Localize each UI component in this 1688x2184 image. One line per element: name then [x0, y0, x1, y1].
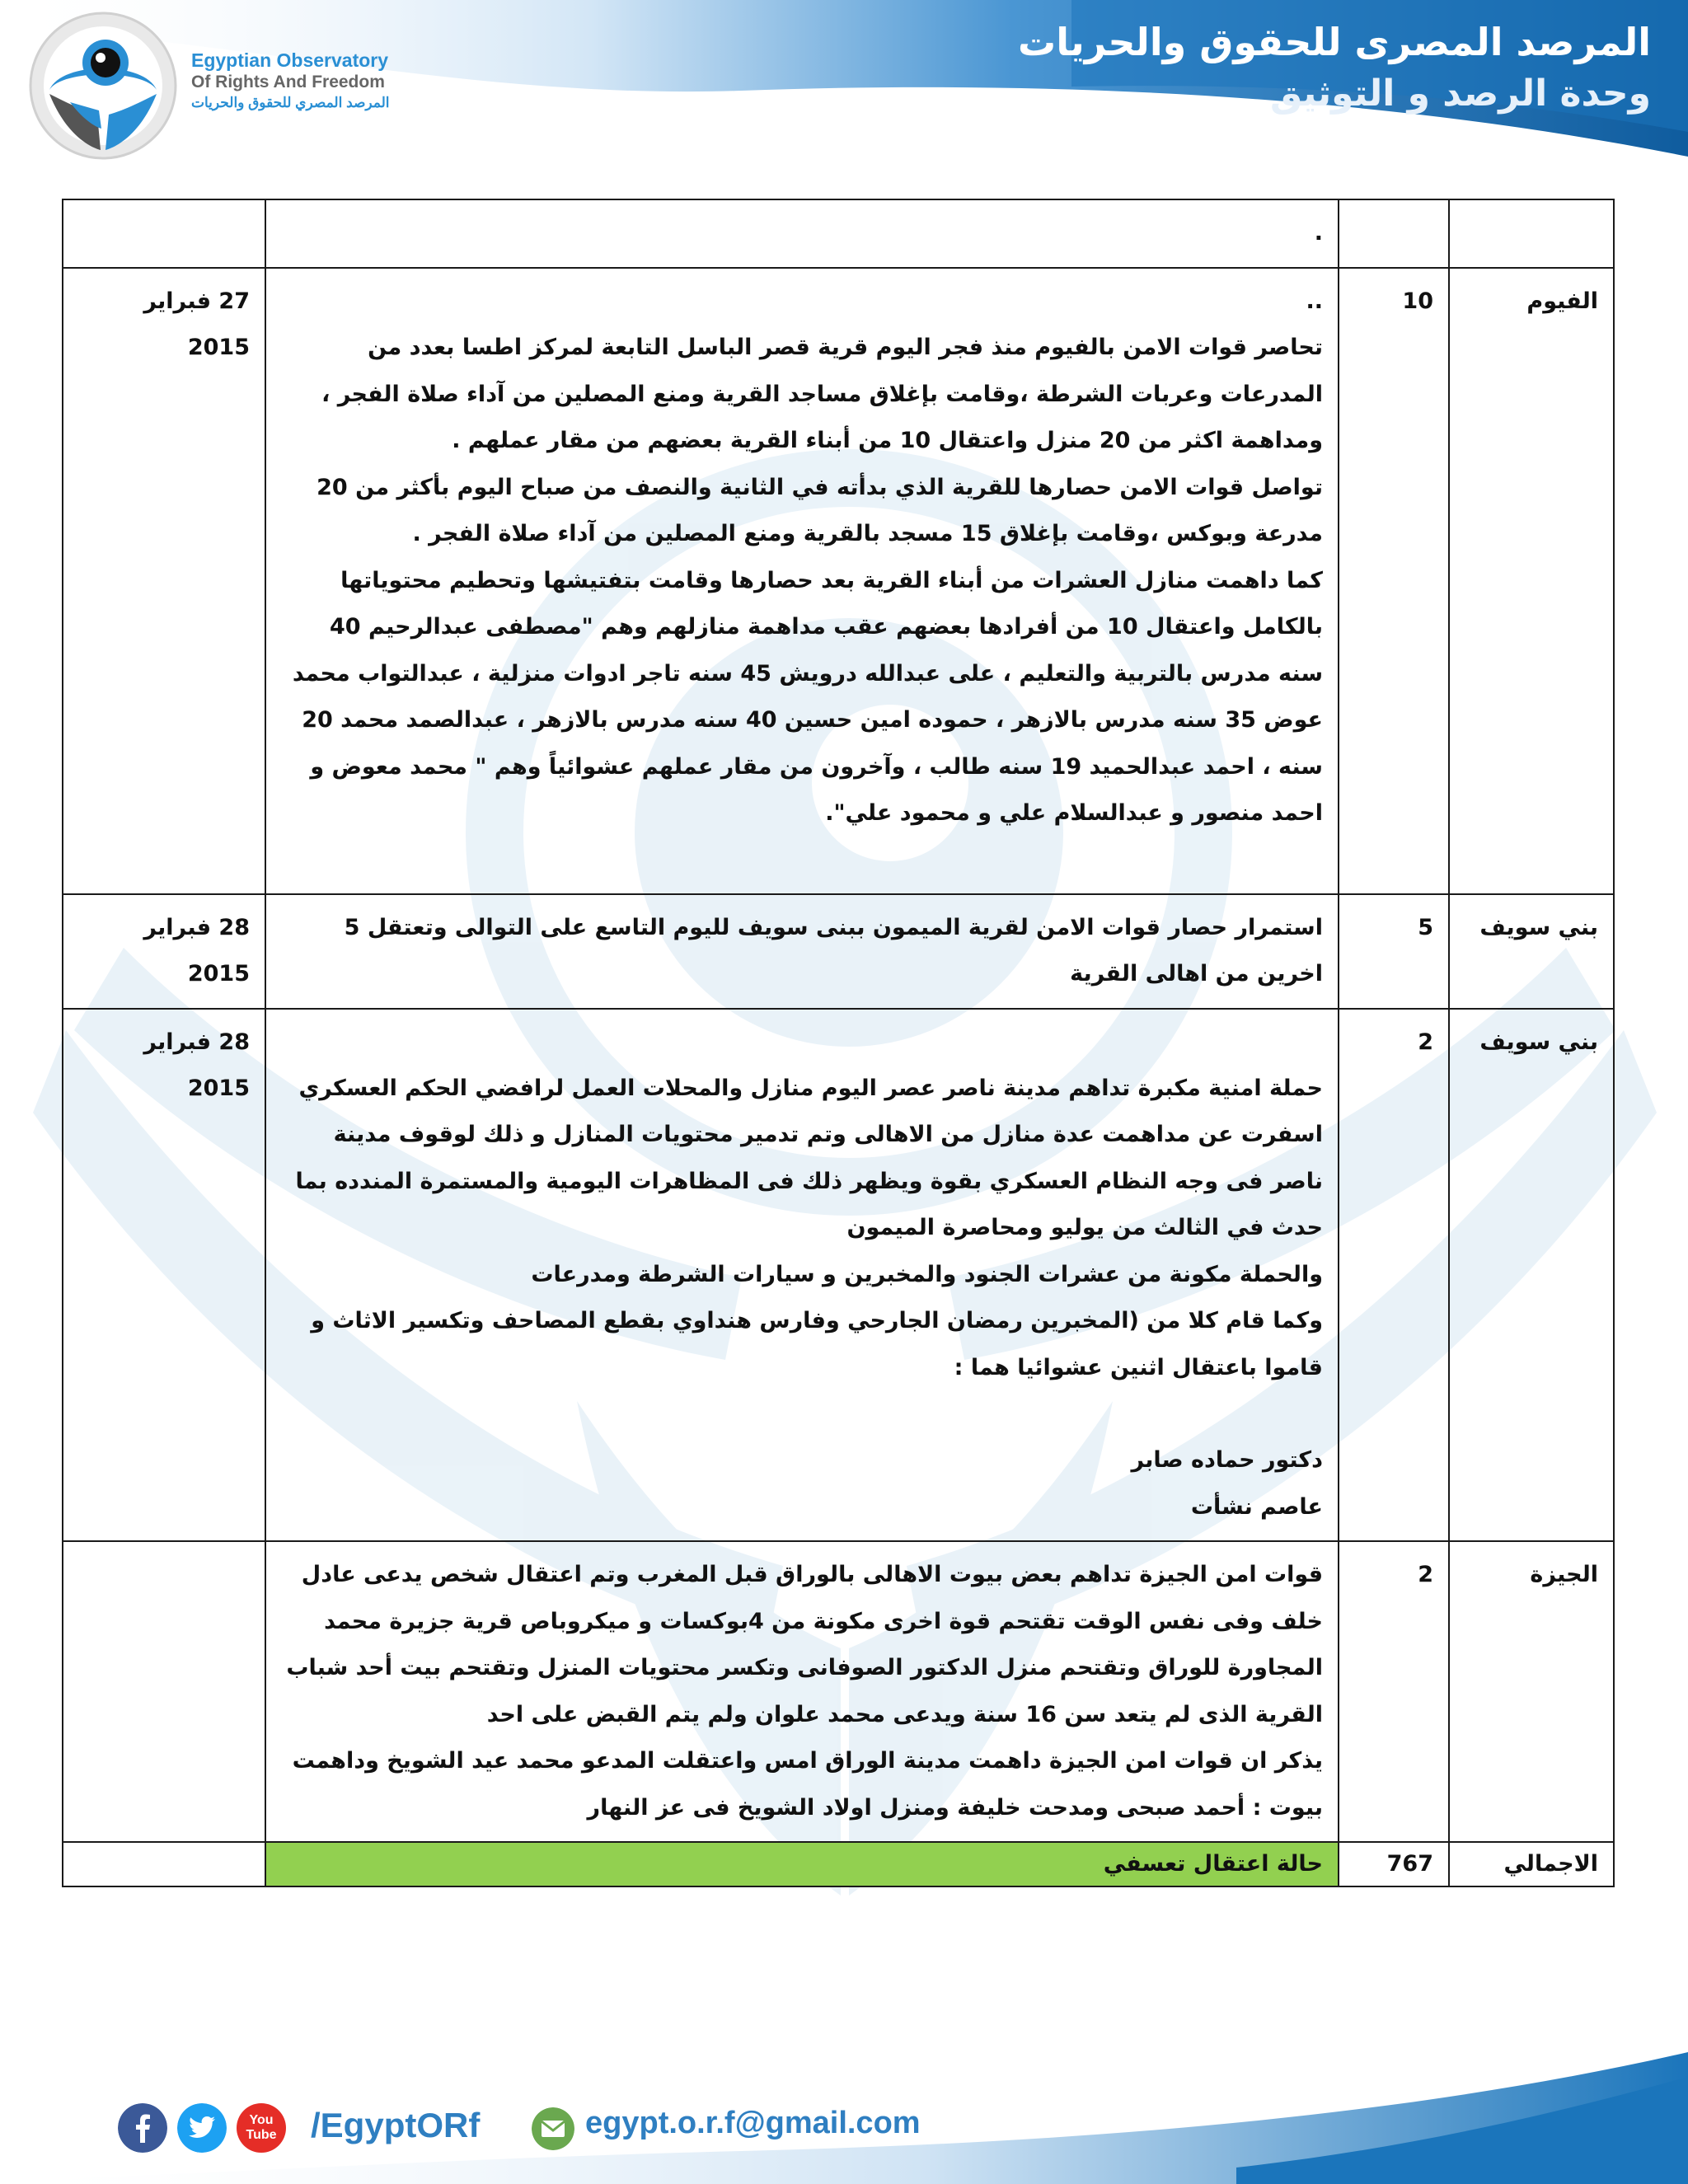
details-paragraph: قوات امن الجيزة تداهم بعض بيوت الاهالى بالوراق قبل المغرب وتم اعتقال شخص يدعى عادل خلف وفى نفس الوقت تقتحم قوة اخرى مكونة من 4بوكسات و ميكروباص قرية جزيرة محمد المجاورة للوراق وتقتحم منزل الدكتور الصوفانى وتكسر محتويات المنزل وتقتحم بيت أحد شباب القرية الذى لم يتعد سن 16 سنة ويدعى محمد علوان ولم يتم القبض على احد: [286, 1562, 1323, 1727]
logo-name-english-line2: Of Rights And Freedom: [191, 73, 385, 91]
details-cell: [265, 1541, 1339, 1842]
observatory-logo-icon: [25, 12, 181, 160]
details-spacer: [281, 1019, 1323, 1066]
governorate-cell: بني سويف: [1449, 894, 1614, 1009]
governorate-cell: [1449, 199, 1614, 268]
date-text: 28 فبراير 2015: [143, 1029, 250, 1101]
social-handle-link[interactable]: /EgyptORf: [311, 2106, 481, 2144]
email-icon: [532, 2107, 574, 2150]
header-title: المرصد المصرى للحقوق والحريات: [1018, 20, 1651, 64]
details-paragraph: والحملة مكونة من عشرات الجنود والمخبرين و سيارات الشرطة ومدرعات: [531, 1261, 1323, 1287]
details-spacer: [281, 1391, 1323, 1437]
count-cell: 10: [1339, 268, 1449, 894]
count-cell: 5: [1339, 894, 1449, 1009]
header-subtitle: وحدة الرصد و التوثيق: [1270, 73, 1651, 115]
date-cell: [63, 894, 265, 1009]
details-paragraph: كما داهمت منازل العشرات من أبناء القرية بعد حصارها وقامت بتفتيشها وتحطيم محتوياتها بالكامل واعتقال 10 من أفرادها بعضهم عقب مداهمة منازلهم وهم "مصطفى عبدالرحيم 40 سنه مدرس بالتربية والتعليم ، على عبدالله درويش 45 سنه تاجر ادوات منزلية ، عبدالتواب محمد عوض 35 سنه مدرس بالازهر ، حموده امين حسين 40 سنه مدرس بالازهر ، عبدالصمد محمد 20 سنه ، احمد عبدالحميد 19 سنه طالب ، وآخرون من مقار عملهم عشوائياً وهم " محمد معوض و احمد منصور و عبدالسلام علي و محمود علي".: [292, 567, 1323, 826]
details-paragraph: وكما قام كلا من (المخبرين رمضان الجارحي وفارس هنداوي بقطع المصاحف وتكسير الاثاث و قاموا باعتقال اثنين عشوائيا هما :: [311, 1308, 1323, 1380]
details-cell: [265, 199, 1339, 268]
count-cell: 2: [1339, 1541, 1449, 1842]
youtube-label-you: You: [249, 2113, 274, 2127]
date-cell: [63, 199, 265, 268]
arrests-table-body: [63, 199, 1614, 1886]
governorate-cell: الفيوم: [1449, 268, 1614, 894]
date-cell: [63, 1541, 265, 1842]
date-cell: [63, 268, 265, 894]
total-row: [63, 1842, 1614, 1886]
logo-name-arabic: المرصد المصري للحقوق والحريات: [191, 95, 390, 110]
governorate-cell: الجيزة: [1449, 1541, 1614, 1842]
details-paragraph: يذكر ان قوات امن الجيزة داهمت مدينة الوراق امس واعتقلت المدعو محمد عيد الشويخ وداهمت بيوت : أحمد صبحى ومدحت خليفة ومنزل اولاد الشويخ فى عز النهار: [292, 1748, 1323, 1821]
total-date-cell: [63, 1842, 265, 1886]
total-text-cell: حالة اعتقال تعسفي: [265, 1842, 1339, 1886]
table-row: [63, 268, 1614, 894]
date-text: 28 فبراير 2015: [143, 914, 250, 987]
details-cell: [265, 268, 1339, 894]
governorate-cell: بني سويف: [1449, 1009, 1614, 1542]
details-paragraph: ..: [1306, 288, 1323, 314]
details-paragraph: دكتور حماده صابر: [1131, 1447, 1323, 1473]
date-cell: [63, 1009, 265, 1542]
logo-name-english-line1: Egyptian Observatory: [191, 49, 389, 71]
email-link[interactable]: egypt.o.r.f@gmail.com: [585, 2106, 921, 2140]
table-row: [63, 1009, 1614, 1542]
table-row: [63, 894, 1614, 1009]
count-cell: 2: [1339, 1009, 1449, 1542]
details-paragraph: تحاصر قوات الامن بالفيوم منذ فجر اليوم قرية قصر الباسل التابعة لمركز اطسا بعدد من المدرعات وعربات الشرطة ،وقامت بإغلاق مساجد القرية ومنع المصلين من آداء صلاة الفجر ، ومداهمة اكثر من 20 منزل واعتقال 10 من أبناء القرية بعضهم من مقار عملهم .: [321, 335, 1323, 453]
youtube-label-tube: Tube: [246, 2128, 277, 2142]
twitter-icon[interactable]: [177, 2103, 227, 2153]
total-label-cell: الاجمالي: [1449, 1842, 1614, 1886]
table-row: [63, 199, 1614, 268]
arrests-table: [62, 199, 1615, 1887]
table-row: [63, 1541, 1614, 1842]
facebook-icon[interactable]: [118, 2103, 167, 2153]
details-paragraph: عاصم نشأت: [1190, 1493, 1323, 1520]
details-cell: [265, 894, 1339, 1009]
details-spacer: [281, 837, 1323, 883]
details-paragraph: استمرار حصار قوات الامن لقرية الميمون ببنى سويف لليوم التاسع على التوالى وتعتقل 5 اخرين من اهالى القرية: [344, 914, 1323, 987]
details-cell: [265, 1009, 1339, 1542]
details-paragraph: حملة امنية مكبرة تداهم مدينة ناصر عصر اليوم منازل والمحلات العمل لرافضي الحكم العسكري اسفرت عن مداهمت عدة منازل من الاهالى وتم تدمير محتويات المنازل و ذلك لوقوف مدينة ناصر فى وجه النظام العسكري بقوة ويظهر ذلك فى المظاهرات اليومية والمستمرة المندده بما حدث في الثالث من يوليو ومحاصرة الميمون: [295, 1075, 1323, 1240]
total-count-cell: 767: [1339, 1842, 1449, 1886]
details-paragraph: .: [1314, 220, 1323, 246]
details-paragraph: تواصل قوات الامن حصارها للقرية الذي بدأته في الثانية والنصف من صباح اليوم بأكثر من 20 مدرعة وبوكس ،وقامت بإغلاق 15 مسجد بالقرية ومنع المصلين من آداء صلاة الفجر .: [316, 474, 1323, 546]
youtube-icon[interactable]: [237, 2103, 286, 2153]
count-cell: [1339, 199, 1449, 268]
date-text: 27 فبراير 2015: [143, 288, 250, 360]
